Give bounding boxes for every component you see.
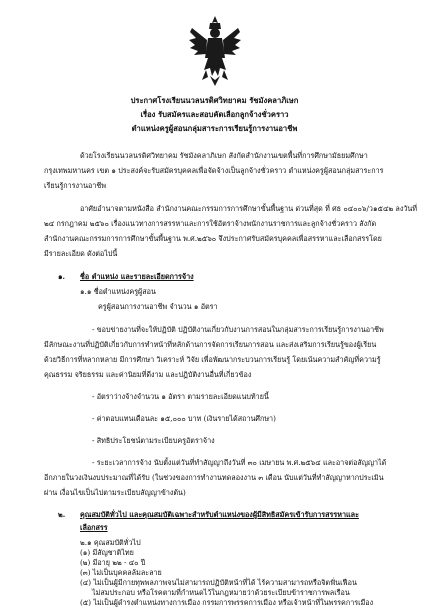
period-line-1: - ระยะเวลาการจ้าง นับตั้งแต่วันที่ทำสัญญาถึงวันที่ ๓๐ เมษายน พ.ศ.๒๕๖๔ และอาจต่อสัญญาได้ — [92, 458, 387, 467]
qualification-4-line-2: ไม่สมประกอบ หรือโรคตามที่กำหนดไว้ในกฎหมายว่าด้วยระเบียบข้าราชการพลเรือน — [92, 588, 350, 597]
section-2-heading-line-2: เลือกสรร — [80, 523, 108, 532]
authority-line-3: สำนักงานคณะกรรมการการศึกษาขั้นพื้นฐาน พ.ศ.๒๕๖๐ จึงประกาศรับสมัครบุคคลเพื่อสรรหาและเลือกสรรโดย — [44, 234, 382, 243]
period-line-3: ผ่าน เงื่อนไขเป็นไปตามระเบียบสัญญาข้างต้น) — [44, 488, 186, 497]
intro-line-3: เรียนรู้การงานอาชีพ — [44, 181, 106, 190]
qualification-2: (๒) มีอายุ ๒๒ - ๔๐ ปี — [80, 558, 146, 567]
section-2-heading-line-1: คุณสมบัติทั่วไป และคุณสมบัติเฉพาะสำหรับตำแหน่งของผู้มีสิทธิสมัครเข้ารับการสรรหาและ — [80, 510, 359, 519]
intro-line-1: ด้วยโรงเรียนนวลนรดิศวิทยาคม รัชมังคลาภิเษก สังกัดสำนักงานเขตพื้นที่การศึกษามัธยมศึกษา — [80, 151, 368, 160]
announcement-title: ประกาศโรงเรียนนวลนรดิศวิทยาคม รัชมังคลาภิเษก — [130, 96, 299, 105]
announcement-subject: เรื่อง รับสมัครและสอบคัดเลือกลูกจ้างชั่วคราว — [140, 110, 289, 119]
authority-line-2: ๒๔ กรกฎาคม ๒๕๖๐ เรื่องแนวทางการสรรหาและการใช้อัตราจ้างพนักงานราชการและลูกจ้างชั่วคราว สังกัด — [44, 219, 377, 228]
duty-line-1: - ขอบข่ายงานที่จะให้ปฏิบัติ ปฏิบัติงานเกี่ยวกับงานการสอนในกลุ่มสาระการเรียนรู้การงานอาชีพ — [92, 325, 384, 334]
intro-line-2: กรุงเทพมหานคร เขต ๑ ประสงค์จะรับสมัครบุคคลเพื่อจัดจ้างเป็นลูกจ้างชั่วคราว ตำแหน่งครูผู้สอนกลุ่มสาระการ — [44, 166, 384, 175]
duty-line-3: ด้วยวิธีการที่หลากหลาย มีการศึกษา วิเคราะห์ วิจัย เพื่อพัฒนากระบวนการเรียนรู้ โดยเน้นความสำคัญที่ความรู้ — [44, 355, 381, 364]
garuda-emblem-icon — [188, 14, 242, 88]
authority-line-1: อาศัยอำนาจตามหนังสือ สำนักงานคณะกรรมการการศึกษาขั้นพื้นฐาน ด่วนที่สุด ที่ ศธ ๐๔๐๐๖/ว๑๕๔๒ ลงวันที่ — [80, 204, 418, 213]
rate-line: - อัตราว่างจ้างจำนวน ๑ อัตรา ตามรายละเอียดแนบท้ายนี้ — [92, 392, 269, 401]
announcement-position: ตำแหน่งครูผู้สอนกลุ่มสาระการเรียนรู้การงานอาชีพ — [131, 124, 298, 133]
duty-line-2: มีลักษณะงานที่ปฏิบัติเกี่ยวกับการทำหน้าที่หลักด้านการจัดการเรียนการสอน และส่งเสริมการเรียนรู้ของผู้เรียน — [44, 340, 377, 349]
section-1-1-title: ๑.๑ ชื่อตำแหน่งครูผู้สอน — [80, 287, 156, 296]
qualification-1: (๑) มีสัญชาติไทย — [80, 548, 134, 557]
authority-line-4: มีรายละเอียด ดังต่อไปนี้ — [44, 249, 118, 258]
benefit-line: - สิทธิประโยชน์ตามระเบียบครูอัตราจ้าง — [92, 436, 215, 445]
section-1-number: ๑. — [58, 272, 66, 281]
wage-line: - ค่าตอบแทนเดือนละ ๑๕,๐๐๐ บาท (เงินรายได้สถานศึกษา) — [92, 414, 276, 423]
period-line-2: อีกภายในวงเงินงบประมาณที่ได้รับ (ในช่วงของการทำงานทดลองงาน ๓ เดือน นับแต่วันที่ทำสัญญาหากประเมิน — [44, 473, 384, 482]
section-1-1-detail: ครูผู้สอนการงานอาชีพ จำนวน ๑ อัตรา — [98, 302, 218, 311]
qualification-3: (๓) ไม่เป็นบุคคลล้มละลาย — [80, 568, 162, 577]
section-1-heading: ชื่อ ตำแหน่ง และรายละเอียดการจ้าง — [80, 272, 194, 281]
section-2-number: ๒. — [58, 510, 66, 519]
duty-line-4: คุณธรรม จริยธรรม และค่านิยมที่ดีงาม และปฏิบัติงานอื่นที่เกี่ยวข้อง — [44, 370, 252, 379]
qualification-5: (๕) ไม่เป็นผู้ดำรงตำแหน่งทางการเมือง กรรมการพรรคการเมือง หรือเจ้าหน้าที่ในพรรคการเมือง — [80, 598, 374, 607]
qualification-4-line-1: (๔) ไม่เป็นผู้มีกายทุพพลภาพจนไม่สามารถปฏิบัติหน้าที่ได้ ไร้ความสามารถหรือจิตฟั่นเฟือน — [80, 578, 357, 587]
section-2-1-title: ๒.๑ คุณสมบัติทั่วไป — [80, 538, 141, 547]
